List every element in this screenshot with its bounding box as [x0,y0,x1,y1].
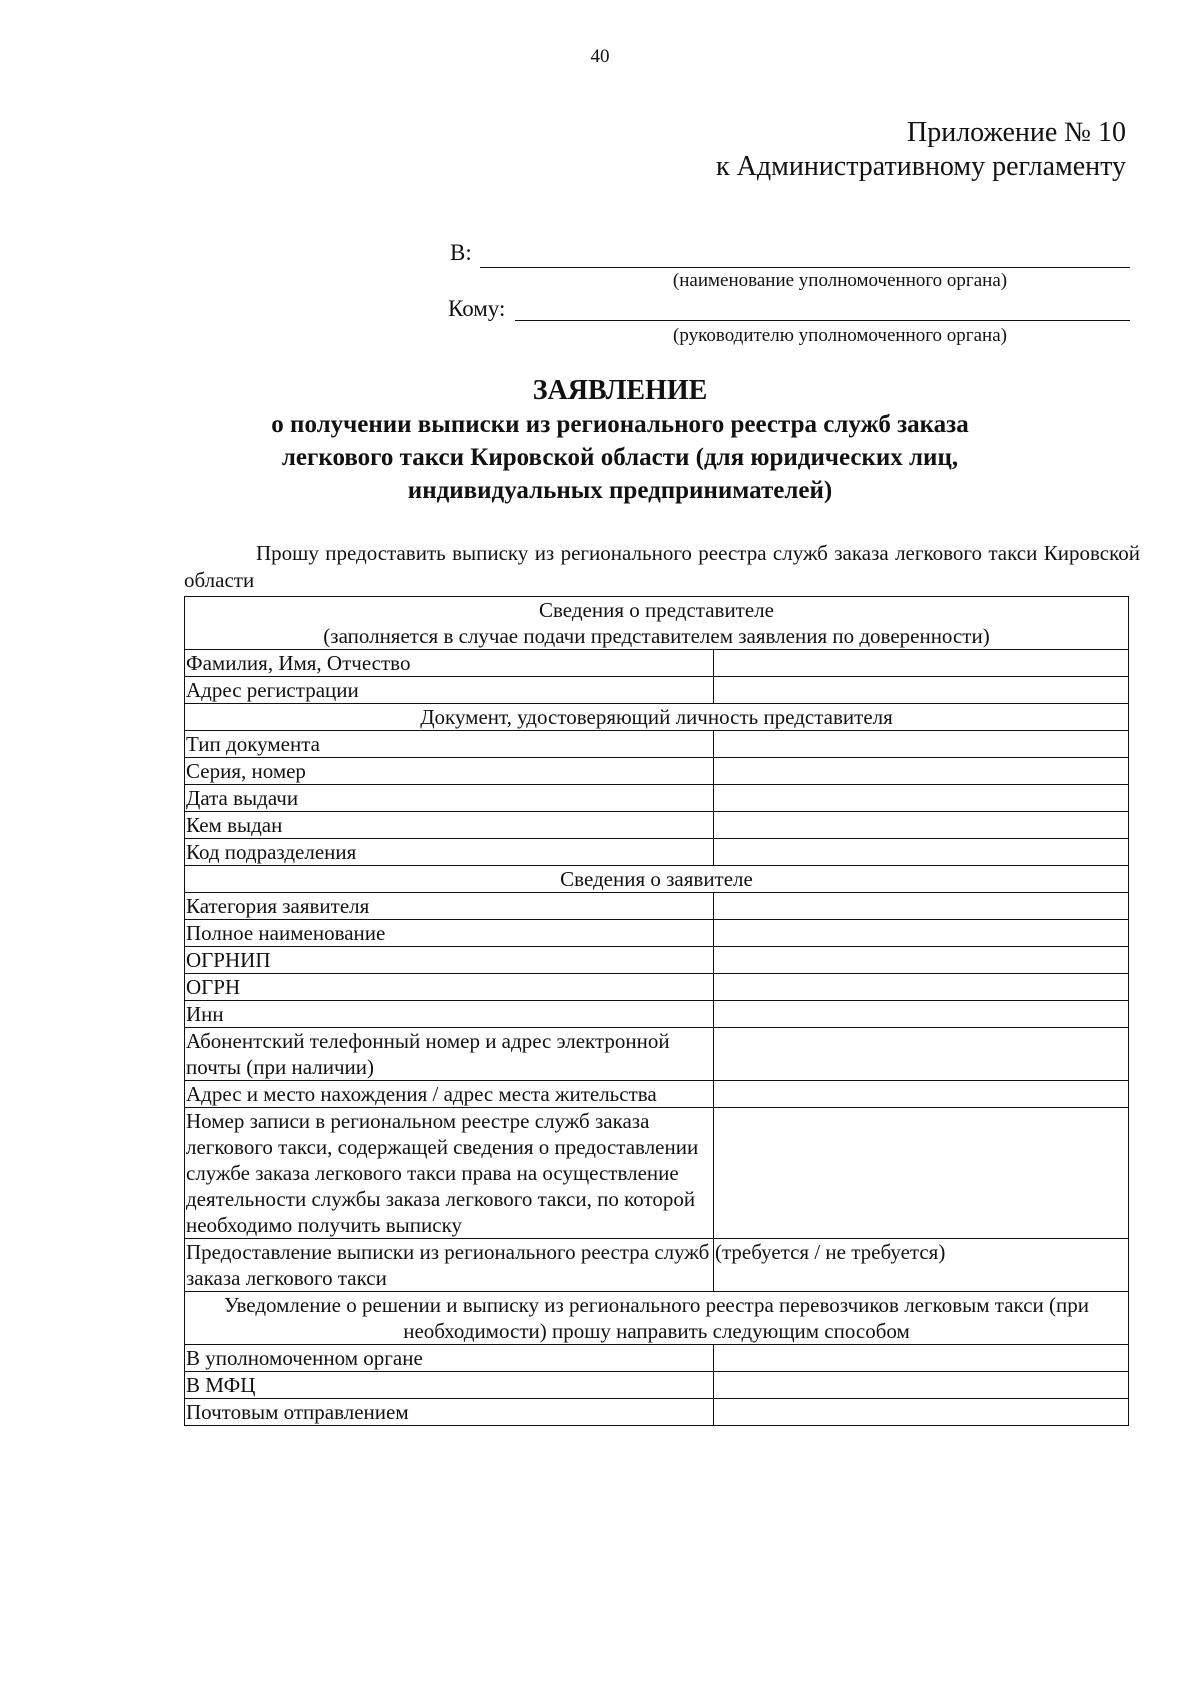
appendix-header [716,116,1126,184]
table-row [185,974,1129,1001]
table-row [185,1345,1129,1372]
field-value[interactable] [714,839,1129,866]
to-caption: (наименование уполномоченного органа) [672,270,1008,291]
section-applicant-header [185,866,1129,893]
field-value[interactable] [714,920,1129,947]
field-value[interactable] [714,1345,1129,1372]
field-label: Предоставление выписки из регионального реестра служб заказа легкового такси [185,1239,714,1292]
table-row [185,1028,1129,1081]
field-label: Полное наименование [185,920,714,947]
field-label: Дата выдачи [185,785,714,812]
field-label: В уполномоченном органе [185,1345,714,1372]
field-label: Почтовым отправлением [185,1399,714,1426]
table-row [185,920,1129,947]
field-label: Номер записи в региональном реестре служб заказа легкового такси, содержащей сведения о предоставлении службе заказа легкового такси права на осуществление деятельности службы заказа легкового такси, по которой необходимо получить выписку [185,1108,714,1239]
field-value[interactable] [714,1028,1129,1081]
field-value[interactable] [714,974,1129,1001]
whom-field-line[interactable] [515,320,1130,321]
field-value[interactable] [714,1081,1129,1108]
section-note: (заполняется в случае подачи представителем заявления по доверенности) [323,624,990,648]
field-value[interactable] [714,893,1129,920]
appendix-number: Приложение № 10 [907,117,1126,148]
field-value[interactable] [714,812,1129,839]
field-value[interactable] [714,1399,1129,1426]
field-label: Кем выдан [185,812,714,839]
whom-label: Кому: [448,296,506,321]
table-row [185,1108,1129,1239]
section-title: Сведения о представителе [539,598,774,622]
table-row [185,839,1129,866]
section-title: Документ, удостоверяющий личность представителя [185,704,1129,731]
section-representative-header [185,597,1129,650]
to-field-line[interactable] [480,267,1130,268]
table-row [185,1239,1129,1292]
field-label: ОГРН [185,974,714,1001]
section-id-document-header [185,704,1129,731]
field-value[interactable] [714,1372,1129,1399]
field-label: Серия, номер [185,758,714,785]
appendix-reference: к Административному регламенту [716,151,1126,182]
extract-required-value[interactable]: (требуется / не требуется) [714,1239,1129,1292]
table-row [185,650,1129,677]
table-row [185,812,1129,839]
table-row [185,947,1129,974]
page-number: 40 [590,46,610,67]
field-label: Адрес регистрации [185,677,714,704]
to-label: В: [450,240,472,265]
whom-caption: (руководителю уполномоченного органа) [673,325,1007,346]
title-line-2: легкового такси Кировской области (для юридических лиц, [281,444,959,471]
field-value[interactable] [714,758,1129,785]
table-row [185,1081,1129,1108]
field-value[interactable] [714,677,1129,704]
intro-paragraph: Прошу предоставить выписку из регионального реестра служб заказа легкового такси Кировской области [184,541,1140,592]
table-row [185,1372,1129,1399]
field-value[interactable] [714,731,1129,758]
field-label: В МФЦ [185,1372,714,1399]
field-label: Абонентский телефонный номер и адрес электронной почты (при наличии) [185,1028,714,1081]
table-row [185,677,1129,704]
section-title: Уведомление о решении и выписку из регионального реестра перевозчиков легковым такси (при необходимости) прошу направить следующим способом [185,1292,1129,1345]
field-value[interactable] [714,1001,1129,1028]
field-label: Фамилия, Имя, Отчество [185,650,714,677]
table-row [185,785,1129,812]
field-label: ОГРНИП [185,947,714,974]
field-value[interactable] [714,947,1129,974]
table-row [185,1399,1129,1426]
application-form-table [184,596,1129,1426]
field-label: Категория заявителя [185,893,714,920]
table-row [185,893,1129,920]
field-label: Тип документа [185,731,714,758]
field-label: Адрес и место нахождения / адрес места жительства [185,1081,714,1108]
field-value[interactable] [714,650,1129,677]
section-title: Сведения о заявителе [185,866,1129,893]
field-value[interactable] [714,1108,1129,1239]
field-label: Код подразделения [185,839,714,866]
section-notification-header [185,1292,1129,1345]
title-line-1: о получении выписки из регионального реестра служб заказа [271,411,969,438]
table-row [185,731,1129,758]
field-value[interactable] [714,785,1129,812]
table-row [185,758,1129,785]
title-main: ЗАЯВЛЕНИЕ [532,375,708,406]
field-label: Инн [185,1001,714,1028]
document-title [180,374,1060,507]
title-line-3: индивидуальных предпринимателей) [407,477,833,504]
table-row [185,1001,1129,1028]
